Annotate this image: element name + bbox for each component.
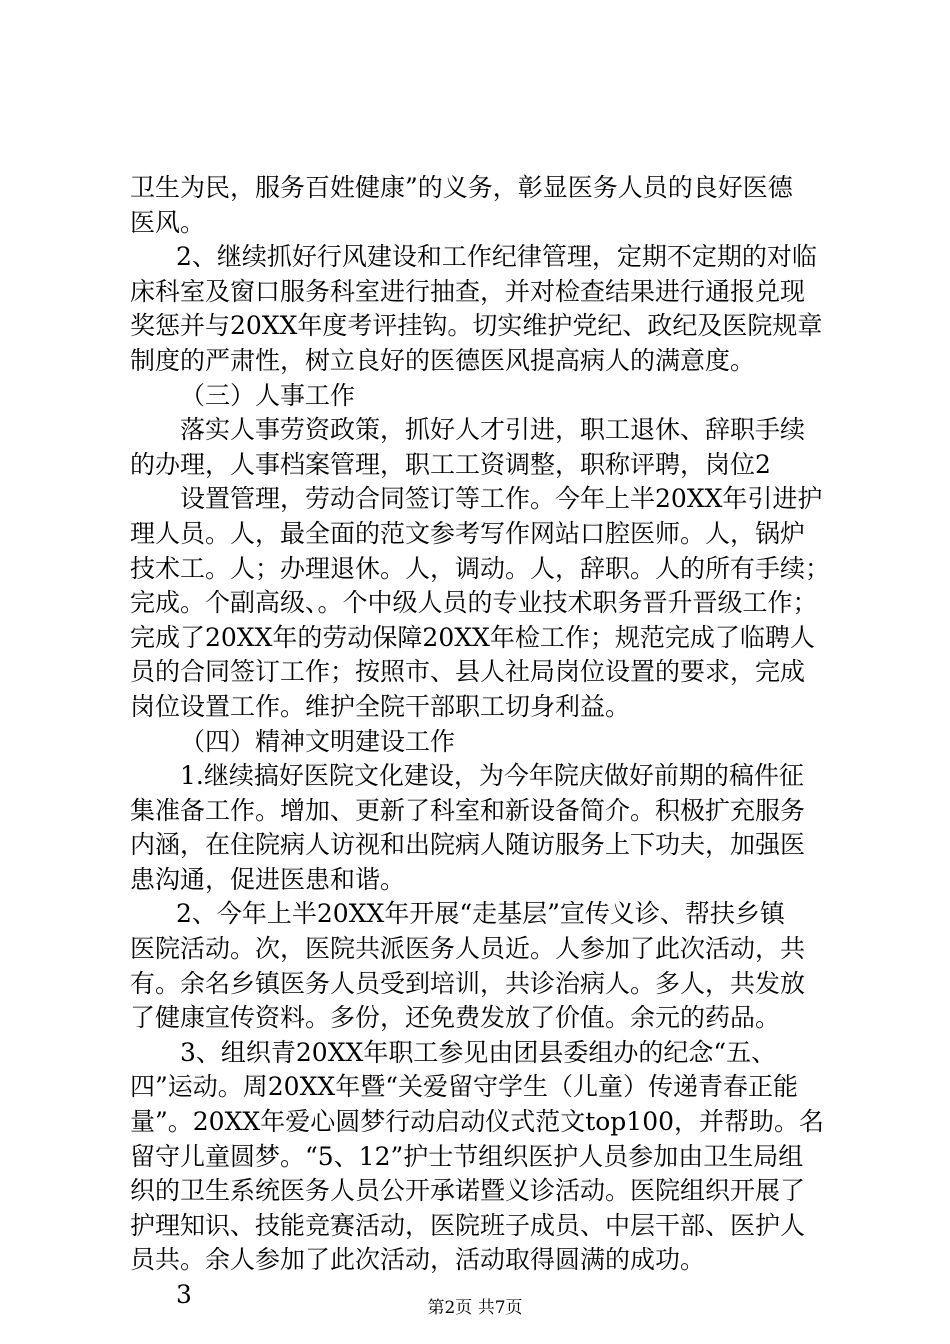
document-body <box>130 171 830 1313</box>
text-line: 员的合同签订工作；按照市、县人社局岗位设置的要求，完成 <box>130 657 806 687</box>
section-heading: （三）人事工作 <box>180 380 356 410</box>
text-line: 医院活动。次，医院共派医务人员近。人参加了此次活动，共 <box>130 934 806 964</box>
text-line: 留守儿童圆梦。“5、12”护士节组织医护人员参加由卫生局组 <box>130 1141 804 1171</box>
text-line: 完成。个副高级、。个中级人员的专业技术职务晋升晋级工作； <box>130 588 818 618</box>
paragraph-start: 设置管理，劳动合同签订等工作。今年上半20XX年引进护 <box>180 484 823 514</box>
text-line: 的办理，人事档案管理，职工工资调整，职称评聘，岗位2 <box>130 449 771 479</box>
text-line: 制度的严肃性，树立良好的医德医风提高病人的满意度。 <box>130 345 756 375</box>
text-line: 医风。 <box>130 207 206 237</box>
text-line: 岗位设置工作。维护全院干部职工切身利益。 <box>130 691 631 721</box>
stray-page-number: 3 <box>176 1280 192 1309</box>
text-line: 内涵，在住院病人访视和出院病人随访服务上下功夫，加强医 <box>130 830 806 860</box>
text-line: 织的卫生系统医务人员公开承诺暨义诊活动。医院组织开展了 <box>130 1176 806 1206</box>
section-heading: （四）精神文明建设工作 <box>180 726 456 756</box>
page-footer: 第2页 共7页 <box>427 1298 523 1318</box>
paragraph-start: 2、继续抓好行风建设和工作纪律管理，定期不定期的对临 <box>176 242 817 272</box>
text-line: 护理知识、技能竞赛活动，医院班子成员、中层干部、医护人 <box>130 1210 806 1240</box>
text-line: 卫生为民，服务百姓健康”的义务，彰显医务人员的良好医德 <box>130 173 793 202</box>
text-line: 技术工。人；办理退休。人，调动。人，辞职。人的所有手续； <box>130 553 831 583</box>
text-line: 员共。余人参加了此次活动，活动取得圆满的成功。 <box>130 1245 706 1275</box>
paragraph-start: 2、今年上半20XX年开展“走基层”宣传义诊、帮扶乡镇 <box>176 899 785 929</box>
text-line: 集准备工作。增加、更新了科室和新设备简介。积极扩充服务 <box>130 795 806 825</box>
text-line: 有。余名乡镇医务人员受到培训，共诊治病人。多人，共发放 <box>130 968 806 998</box>
text-line: 床科室及窗口服务科室进行抽查，并对检查结果进行通报兑现 <box>130 276 806 306</box>
text-line: 完成了20XX年的劳动保障20XX年检工作；规范完成了临聘人 <box>130 622 815 652</box>
text-line: 量”。20XX年爱心圆梦行动启动仪式范文top100，并帮助。名 <box>130 1107 825 1137</box>
paragraph-start: 3、组织青20XX年职工参见由团县委组办的纪念“五、 <box>180 1037 777 1067</box>
text-line: 患沟通，促进医患和谐。 <box>130 864 406 894</box>
text-line: 奖惩并与20XX年度考评挂钩。切实维护党纪、政纪及医院规章 <box>130 311 823 341</box>
text-line: 理人员。人，最全面的范文参考写作网站口腔医师。人，锅炉 <box>130 518 806 548</box>
paragraph-start: 1.继续搞好医院文化建设，为今年院庆做好前期的稿件征 <box>180 761 804 791</box>
paragraph-start: 落实人事劳资政策，抓好人才引进，职工退休、辞职手续 <box>180 415 806 445</box>
text-line: 四”运动。周20XX年暨“关爱留守学生（儿童）传递青春正能 <box>130 1072 798 1102</box>
text-line: 了健康宣传资料。多份，还免费发放了价值。余元的药品。 <box>130 1003 781 1033</box>
